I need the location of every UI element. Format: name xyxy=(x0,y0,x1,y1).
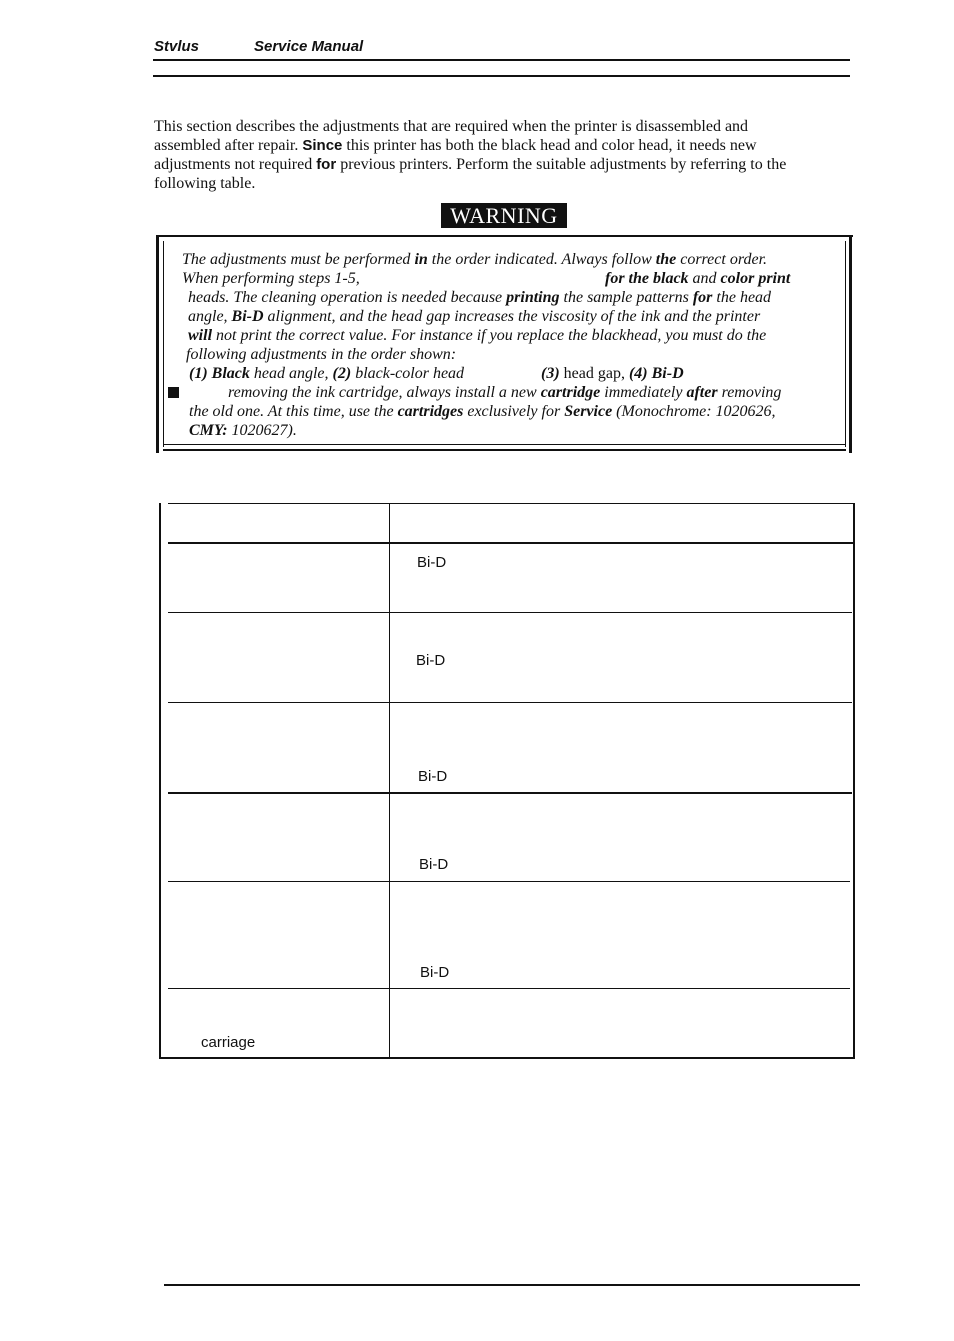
header-manual-title: Service Manual xyxy=(254,38,364,55)
table-cell-bid-1: Bi-D xyxy=(417,554,447,571)
intro-line-4: following table. xyxy=(154,175,256,192)
warning-box-bottom-inner xyxy=(163,444,846,445)
warning-title: WARNING xyxy=(441,203,567,228)
table-header-rule xyxy=(168,542,853,544)
table-cell-bid-5: Bi-D xyxy=(420,964,450,981)
header-rule-bottom xyxy=(153,75,850,77)
intro-paragraph xyxy=(154,117,849,193)
table-row-rule-5 xyxy=(168,988,850,989)
table-top-border xyxy=(168,503,853,504)
warning-line-9: the old one. At this time, use the cartridges exclusively for Service (Monochrome: 1020626, xyxy=(189,403,776,420)
warning-box-left xyxy=(156,235,159,453)
table-row-rule-1 xyxy=(168,612,852,613)
intro-line-3: adjustments not required for previous printers. Perform the suitable adjustments by referring to the xyxy=(154,156,787,173)
warning-line-2b: for the black and color print xyxy=(605,270,791,287)
warning-line-5: will not print the correct value. For instance if you replace the blackhead, you must do the xyxy=(188,327,767,344)
warning-line-7a: (1) Black head angle, (2) black-color head xyxy=(189,365,465,382)
table-row-rule-4 xyxy=(168,881,850,882)
table-bottom-border xyxy=(159,1057,855,1059)
warning-box-top xyxy=(156,235,853,237)
table-cell-bid-3: Bi-D xyxy=(418,768,448,785)
warning-line-8: removing the ink cartridge, always install a new cartridge immediately after removing xyxy=(228,384,782,401)
warning-line-3: heads. The cleaning operation is needed because printing the sample patterns for the head xyxy=(188,289,772,306)
warning-line-10: CMY: 1020627). xyxy=(189,422,297,439)
warning-line-7b: (3) head gap, (4) Bi-D xyxy=(541,365,684,382)
intro-line-1: This section describes the adjustments that are required when the printer is disassembled and xyxy=(154,118,749,135)
warning-bullet-icon xyxy=(168,387,179,398)
table-cell-bid-2: Bi-D xyxy=(416,652,446,669)
table-row-rule-2 xyxy=(168,702,852,703)
footer-rule xyxy=(164,1284,860,1286)
table-column-divider xyxy=(389,503,390,1059)
header-product: Stvlus xyxy=(154,38,200,55)
table-cell-carriage: carriage xyxy=(201,1034,256,1051)
warning-box-bottom xyxy=(163,449,846,451)
warning-line-2a: When performing steps 1-5, xyxy=(182,270,360,287)
warning-line-1: The adjustments must be performed in the order indicated. Always follow the correct order. xyxy=(182,251,768,268)
table-cell-bid-4: Bi-D xyxy=(419,856,449,873)
table-left-border xyxy=(159,503,161,1059)
warning-box-right xyxy=(849,235,852,453)
table-right-border xyxy=(853,503,855,1059)
table-row-rule-3 xyxy=(168,792,852,794)
warning-box-left-inner xyxy=(163,241,164,447)
warning-line-6: following adjustments in the order shown: xyxy=(186,346,457,363)
header-rule-top xyxy=(153,59,850,61)
intro-line-2: assembled after repair. Since this printer has both the black head and color head, it needs new xyxy=(154,137,757,154)
warning-box-right-inner xyxy=(845,241,846,447)
warning-line-4: angle, Bi-D alignment, and the head gap increases the viscosity of the ink and the printer xyxy=(188,308,761,325)
